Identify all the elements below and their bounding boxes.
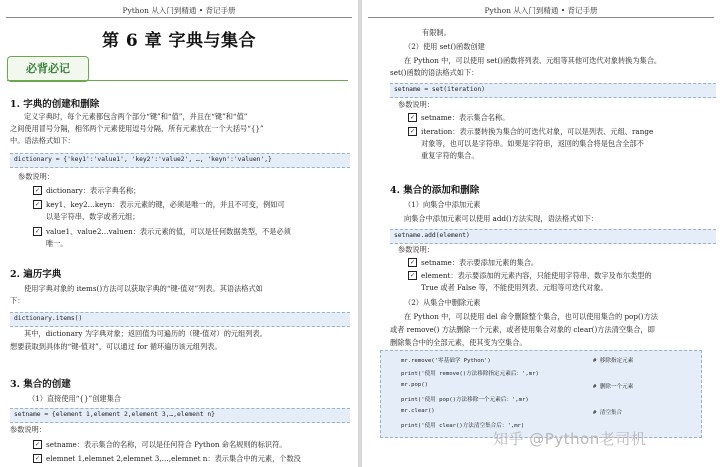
code-block: [380, 350, 702, 438]
paragraph: 定义字典时，每个元素都包含两个部分“键”和“值”，并且在“键”和“值”: [24, 112, 248, 121]
paragraph: 在 Python 中，可以使用 del 命令删除整个集合，也可以使用集合的 pop()方法: [404, 312, 658, 321]
checkbox-icon: ✓: [34, 441, 41, 448]
sub-heading: （1）向集合中添加元素: [404, 200, 481, 209]
code-box: setname = {element 1,element 2,element 3,…,element n}: [10, 408, 350, 423]
code-box: dictionary.items(): [10, 312, 350, 327]
section-heading: 4. 集合的添加和删除: [390, 185, 480, 196]
paragraph: set()函数的语法格式如下：: [390, 68, 479, 77]
checkbox-icon: ✓: [409, 114, 416, 121]
paragraph: 在 Python 中，可以使用 set()函数将列表、元组等其他可迭代对象转换为集合。: [404, 56, 662, 65]
sub-heading: （2）从集合中删除元素: [404, 298, 481, 307]
param-item: ✓ key1、key2…keyn：表示元素的键，必须是唯一的，并且不可变，例如可 以是字符串、数字或者元组；: [34, 200, 285, 221]
checkbox-icon: ✓: [409, 259, 416, 266]
code-line: mr.pop(): [401, 382, 428, 388]
chapter-title: 第 6 章 字典与集合: [101, 31, 257, 51]
params-label: 参数说明：: [18, 172, 54, 181]
params-label: 参数说明：: [10, 425, 46, 434]
paragraph: 或者 remove() 方法删除一个元素，或者使用集合对象的 clear()方法清空集合，即: [390, 325, 655, 334]
param-item: ✓ setname：表示集合名称。: [409, 113, 510, 122]
section-heading: 3. 集合的创建: [10, 379, 71, 390]
code-line: print('使用 pop()方法移除一个元素后：',mr): [401, 397, 529, 403]
code-box: dictionary = {'key1':'value1', 'key2':'value2', …, 'keyn':'valuen',}: [10, 153, 350, 168]
watermark: 知乎 @Python老司机: [493, 430, 647, 448]
code-comment: # 清空集合: [593, 410, 623, 416]
paragraph: 有限制。: [422, 28, 451, 37]
right-page: [362, 0, 720, 467]
checkbox-icon: ✓: [409, 128, 416, 135]
param-item: ✓ setname：表示要添加元素的集合。: [409, 258, 539, 267]
params-label: 参数说明：: [398, 245, 434, 254]
code-line: mr.remove('零基础学 Python'): [401, 358, 491, 364]
code-line: print('使用 remove()方法移除指定元素后：',mr): [401, 371, 539, 377]
checkbox-icon: ✓: [34, 228, 41, 235]
checkbox-icon: ✓: [34, 455, 41, 462]
checkbox-icon: ✓: [409, 272, 416, 279]
param-item: ✓ element：表示要添加的元素内容，只能使用字符串、数字及布尔类型的 True 或者 False 等，不能使用列表、元组等可迭代对象。: [409, 271, 652, 292]
running-header: Python 从入门到精通 • 背记手册: [484, 6, 598, 15]
running-header: Python 从入门到精通 • 背记手册: [122, 6, 236, 15]
paragraph: 使用字典对象的 items()方法可以获取字典的“键-值对”列表。其语法格式如: [24, 284, 263, 293]
params-label: 参数说明：: [398, 100, 434, 109]
code-line: mr.clear(): [401, 408, 435, 414]
paragraph: 想要获取到具体的“键-值对”，可以通过 for 循环遍历该元组列表。: [10, 342, 222, 351]
paragraph: 向集合中添加元素可以使用 add()方法实现，语法格式如下：: [404, 214, 598, 223]
param-item: ✓ dictionary：表示字典名称；: [34, 186, 141, 195]
param-item: ✓ iteration：表示要转换为集合的可迭代对象，可以是列表、元组、range 对象等，也可以是字符串。如果是字符串，返回的集合将是包含全部不 重复字符的集合。: [409, 127, 654, 160]
param-item: ✓ value1、value2…valuen：表示元素的值，可以是任何数据类型，不是必须 唯一。: [34, 227, 291, 248]
sub-heading: （1）直接使用“{}”创建集合: [28, 394, 121, 403]
left-page: [0, 0, 358, 467]
header-rule: [6, 17, 352, 18]
checkbox-icon: ✓: [34, 201, 41, 208]
param-item: ✓ elemnet 1,elemnet 2,elemnet 3,…,elemnet n：表示集合中的元素，个数没: [34, 454, 301, 463]
checkbox-icon: ✓: [34, 187, 41, 194]
section-heading: 1. 字典的创建和删除: [10, 99, 100, 110]
paragraph: 下：: [10, 296, 25, 305]
section-heading: 2. 遍历字典: [10, 269, 62, 280]
code-comment: # 删除一个元素: [593, 384, 634, 390]
paragraph: 中。语法格式如下：: [10, 136, 75, 145]
code-line: print('使用 clear()方法清空集合后：',mr): [401, 423, 525, 429]
paragraph: 之间使用冒号分隔，相邻两个元素使用逗号分隔，所有元素放在一个大括号“{}”: [10, 124, 264, 133]
sub-heading: （2）使用 set()函数创建: [404, 42, 485, 51]
header-rule: [368, 17, 714, 18]
code-comment: # 移除指定元素: [593, 358, 634, 364]
paragraph: 其中，dictionary 为字典对象；返回值为可遍历的（键-值对）的元组列表。: [24, 329, 267, 338]
param-item: ✓ setname：表示集合的名称，可以是任何符合 Python 命名规则的标识符。: [34, 440, 287, 449]
must-remember-badge: 必背必记: [7, 56, 89, 82]
must-remember-rule: [7, 80, 348, 81]
code-box: setname.add(element): [390, 229, 716, 244]
paragraph: 删除集合中的全部元素，使其变为空集合。: [390, 338, 527, 347]
code-box: setname = set(iteration): [390, 83, 716, 98]
